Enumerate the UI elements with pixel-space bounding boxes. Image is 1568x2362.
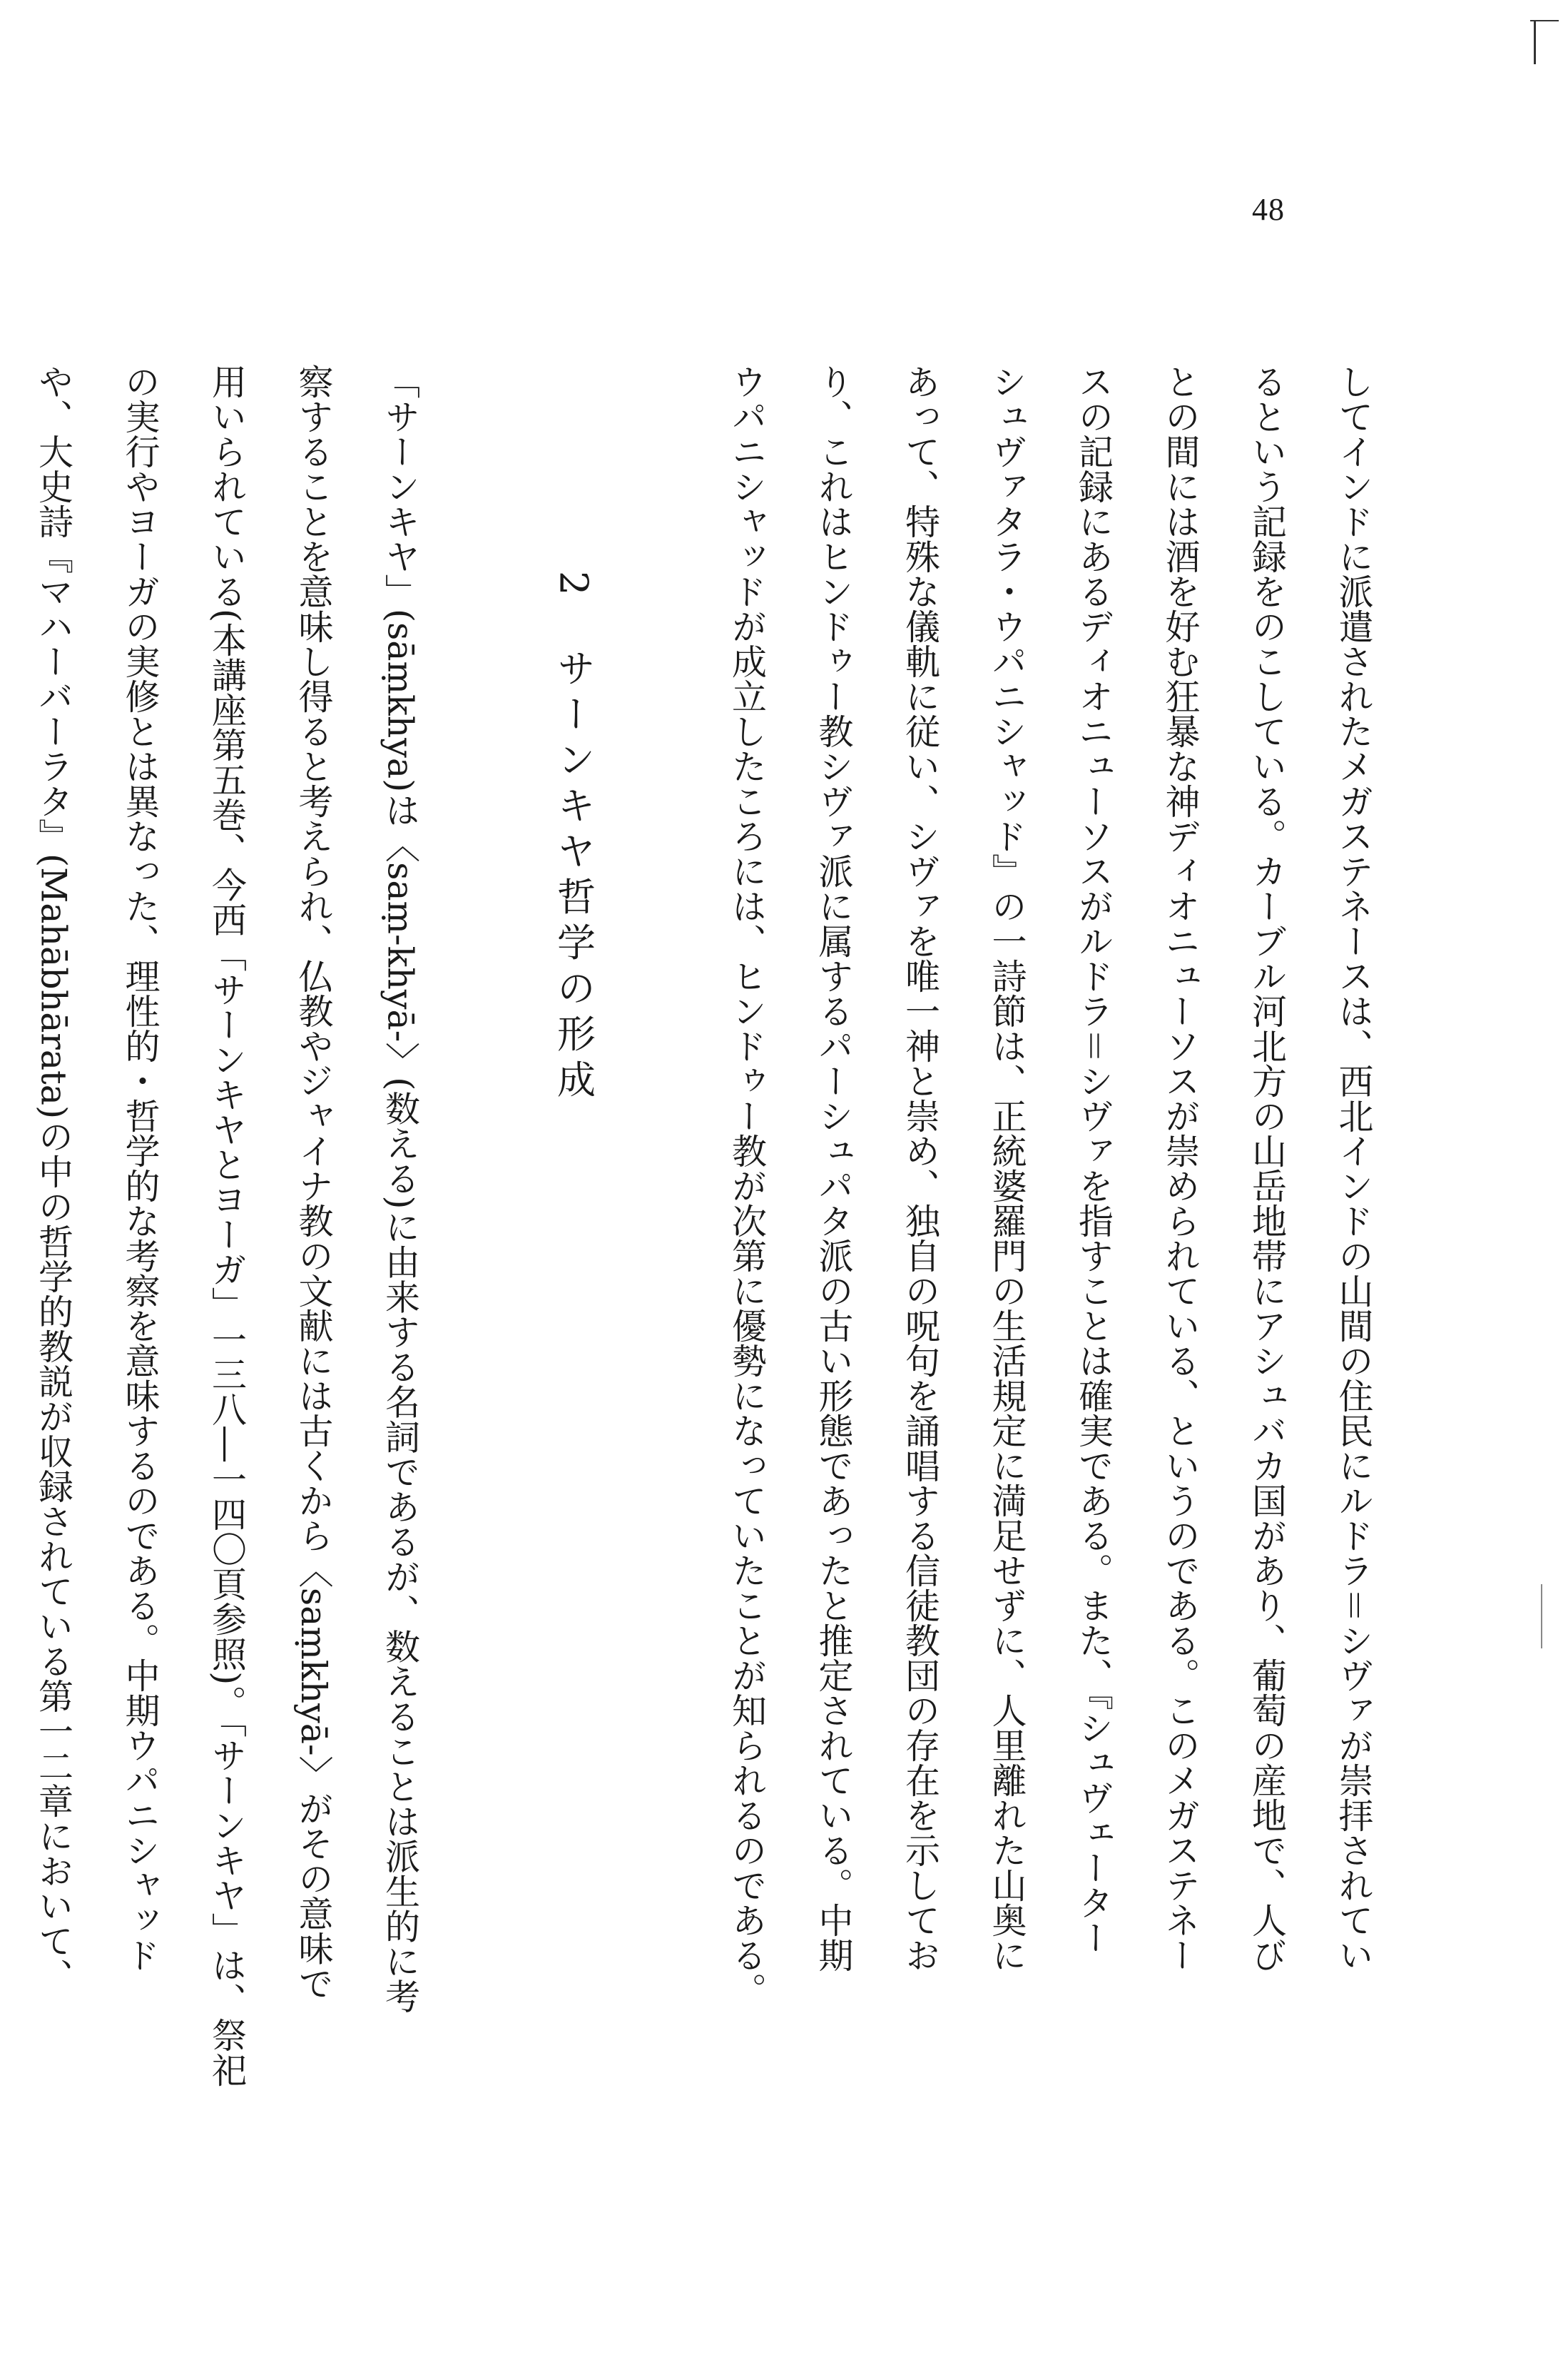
paragraph-line: り、これはヒンドゥー教シヴァ派に属するパーシュパタ派の古い形態であったと推定されている。中期 <box>813 364 854 1972</box>
paragraph-line: るという記録をのこしている。カーブル河北方の山岳地帯にアシュバカ国があり、葡萄の産地で、人び <box>1246 364 1288 1972</box>
section-spacer <box>444 364 531 2105</box>
paragraph-line: ウパニシャッドが成立したころには、ヒンドゥー教が次第に優勢になっていたことが知られるのである。 <box>726 364 768 2007</box>
paragraph-line: や、大史詩『マハーバーラタ』(Mahābhārata)の中の哲学的教説が収録されている第一二章において、 <box>33 364 74 1994</box>
page-number: 48 <box>1252 192 1285 227</box>
paragraph-line: 用いられている(本講座第五巻、今西「サーンキヤとヨーガ」一三八―一四〇頁参照)。「サーンキヤ」は、祭祀 <box>206 364 248 2087</box>
scan-edge-mark <box>1541 1584 1542 1648</box>
section-heading <box>530 364 617 2105</box>
scan-edge-mark <box>1530 20 1559 21</box>
paragraph-line: 察することを意味し得ると考えられ、仏教やジャイナ教の文献には古くから〈saṃkhyā-〉がその意味で <box>293 364 334 2001</box>
scan-edge-mark <box>1534 21 1536 64</box>
paragraph-line: の実行やヨーガの実修とは異なった、理性的・哲学的な考察を意味するのである。中期ウパニシャッド <box>120 364 161 1972</box>
paragraph-line: との間には酒を好む狂暴な神ディオニューソスが崇められている、というのである。このメガステネー <box>1160 364 1201 1972</box>
paragraph-line: 「サーンキヤ」(sāṃkhya)は〈saṃ-khyā-〉(数える)に由来する名詞であるが、数えることは派生的に考 <box>380 364 421 2014</box>
paragraph-line <box>0 364 10 2105</box>
paragraph-line: シュヴァタラ・ウパニシャッド』の一詩節は、正統婆羅門の生活規定に満足せずに、人里離れた山奥に <box>987 364 1027 1972</box>
section-number: 2 <box>551 571 596 603</box>
paragraph-line: あって、特殊な儀軌に従い、シヴァを唯一神と崇め、独自の呪句を誦唱する信徒教団の存在を示してお <box>900 364 941 1972</box>
vertical-text-block <box>0 364 1397 2105</box>
paragraph-line: スの記録にあるディオニューソスがルドラ＝シヴァを指すことは確実である。また、『シュヴェーター <box>1073 364 1114 1955</box>
paragraph-line: してインドに派遣されたメガステネースは、西北インドの山間の住民にルドラ＝シヴァが崇拝されてい <box>1333 364 1374 1972</box>
section-spacer <box>617 364 704 2105</box>
section-title: サーンキヤ哲学の形成 <box>551 648 596 1105</box>
